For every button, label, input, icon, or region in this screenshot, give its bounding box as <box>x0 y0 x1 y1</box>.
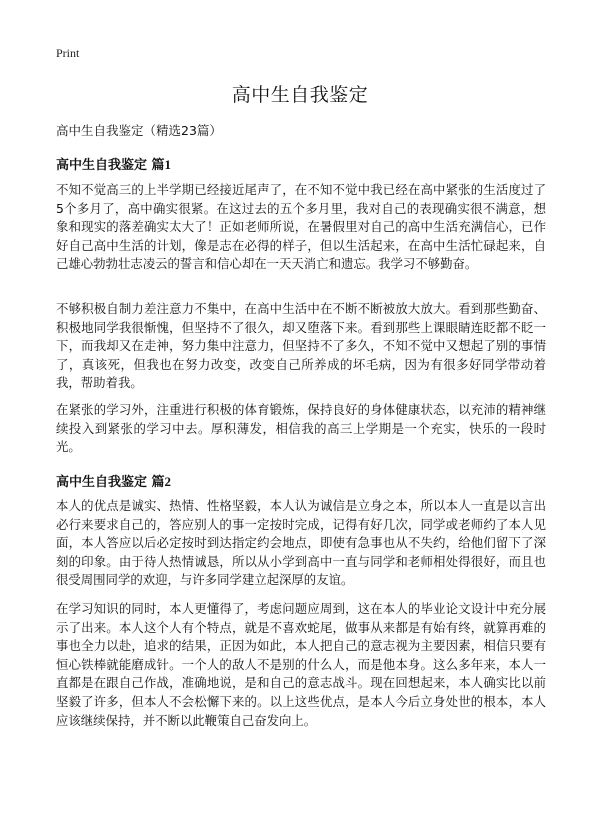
section-heading-number: 2 <box>164 474 172 489</box>
page-title: 高中生自我鉴定 <box>231 84 369 106</box>
section-2-paragraph-2: 在学习知识的同时，本人更懂得了，考虑问题应周到，这在本人的毕业论文设计中充分展示了出来。本人这个人有个特点，就是不喜欢蛇尾，做事从来都是有始有终，就算再难的事也全力以赴，追求的结果，正因为如此，本人把自己的意志视为主要因素，相信只要有恒心铁棒就能磨成针。一个人的敌人不是别的什么人，而是他本身。这么多年来，本人一直都是在跟自己作战，准确地说，是和自己的意志战斗。现在回想起来，本人确实比以前坚毅了许多，但本人不会松懈下来的。以上这些优点，是本人今后立身处世的根本，本人应该继续保持，并不断以此鞭策自己奋发向上。 <box>56 601 546 728</box>
print-link[interactable]: Print <box>56 46 80 60</box>
section-1-paragraph-1: 不知不觉高三的上半学期已经接近尾声了，在不知不觉中我已经在高中紧张的生活度过了5个多月了，高中确实很紧。在这过去的五个多月里，我对自己的表现确实很不满意，想象和现实的落差确实太大了！正如老师所说，在暑假里对自己的高中生活充满信心，已作好自己高中生活的计划，像是志在必得的样子，但以生活起来，在高中生活忙碌起来，自己雄心勃勃壮志凌云的誓言和信心却在一天天消亡和遗忘。我学习不够勤奋。 <box>56 182 546 272</box>
section-heading-2 <box>56 471 171 490</box>
section-1-paragraph-3: 在紧张的学习外，注重进行积极的体育锻炼，保持良好的身体健康状态，以充沛的精神继续投入到紧张的学习中去。厚积薄发，相信我的高三上学期是一个充实，快乐的一段时光。 <box>56 402 546 455</box>
section-heading-1 <box>56 154 171 173</box>
section-heading-text: 高中生自我鉴定 篇 <box>56 475 165 490</box>
section-heading-text: 高中生自我鉴定 篇 <box>56 158 165 173</box>
section-1-paragraph-2: 不够积极自制力差注意力不集中，在高中生活中在不断不断被放大放大。看到那些勤奋、积极地同学我很惭愧，但坚持不了很久，却又堕落下来。看到那些上课眼睛连眨都不眨一下，而我却又在走神，努力集中注意力，但坚持不了多久，不知不觉中又想起了别的事情了，真该死，但我也在努力改变，改变自己所养成的坏毛病，因为有很多好同学带动着我，帮助着我。 <box>56 301 546 391</box>
section-2-paragraph-1: 本人的优点是诚实、热情、性格坚毅，本人认为诚信是立身之本，所以本人一直是以言出必行来要求自己的，答应别人的事一定按时完成，记得有好几次，同学或老师约了本人见面，本人答应以后必定按时到达指定约会地点，即使有急事也从不失约，给他们留下了深刻的印象。由于待人热情诚恳，所以从小学到高中一直与同学和老师相处得很好，而且也很受周围同学的欢迎，与许多同学建立起深厚的友谊。 <box>56 498 546 588</box>
document-subtitle: 高中生自我鉴定（精选23篇） <box>56 123 222 138</box>
section-heading-number: 1 <box>164 157 172 172</box>
